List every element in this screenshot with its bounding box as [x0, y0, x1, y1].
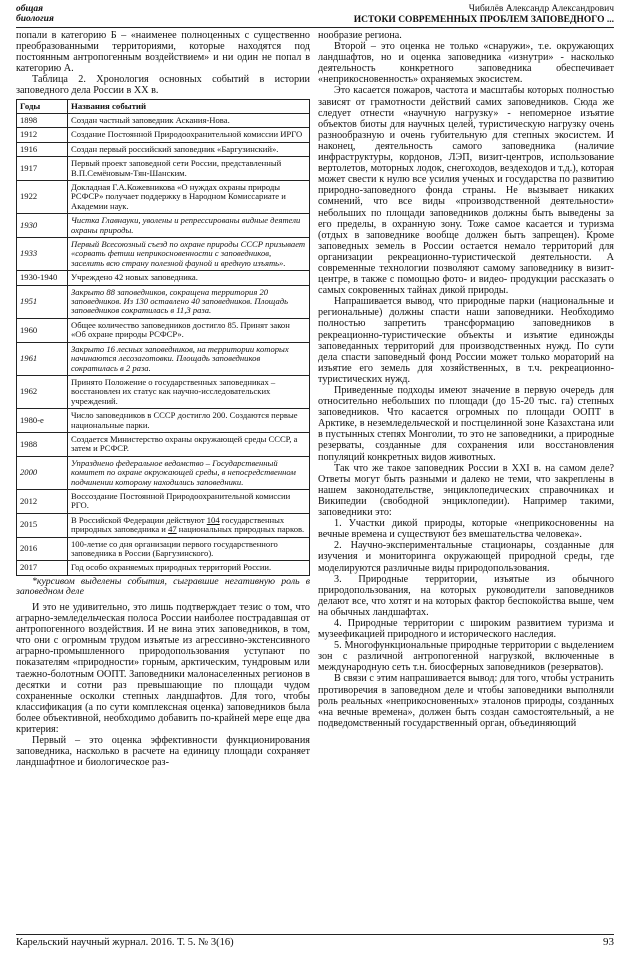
- year-cell: 1960: [17, 318, 68, 342]
- event-cell: Чистка Главнауки, уволены и репрессированы видные деятели охраны природы.: [68, 214, 310, 238]
- page-number: 93: [603, 936, 614, 948]
- running-footer: [16, 934, 614, 951]
- event-cell: Создание Постоянной Природоохранительной комиссии ИРГО: [68, 128, 310, 142]
- event-cell: Создан первый российский заповедник «Баргузинский».: [68, 142, 310, 156]
- body-paragraph: нообразие региона.: [318, 30, 402, 41]
- event-cell: Создан частный заповедник Аскания-Нова.: [68, 113, 310, 127]
- year-cell: 2000: [17, 456, 68, 489]
- body-paragraph: И это не удивительно, это лишь подтверждает тезис о том, что аграрно-земледельческая полоса России наиболее пострадавшая от антропогенного воздействия. И не вина этих заповедников, в том, что они с огромным трудом изъятые из агрессивно-экстенсивного аграрно-промышленного природопользования уступают по показателям «природности» горным, арктическим, тундровым или таежно-болотным ООПТ. Заповедники малонаселенных регионов в десятки и сотни раз превышающие по площади чудом сохраненные осколки степных ландшафтов. Для того, чтобы классификация (а по сути комплексная оценка) заповедников была более объективной, необходимо добавить по-крайней мере еще два критерия:: [16, 602, 310, 736]
- table-row: [17, 489, 310, 513]
- year-header: Годы: [17, 99, 68, 113]
- body-paragraph: В связи с этим напрашивается вывод: для того, чтобы устранить противоречия в заповедном деле и чтобы заповедники выполняли роль реальных «неприкосновенных» эталонов природы, созданных «на вечные времена», должен быть создан самостоятельный, а не подведомственный государственный орган, объединяющий: [318, 673, 614, 729]
- table-row: [17, 271, 310, 285]
- event-cell: Число заповедников в СССР достигло 200. Создаются первые национальные парки.: [68, 409, 310, 433]
- chronology-table: [16, 99, 310, 576]
- event-cell: Год особо охраняемых природных территорий России.: [68, 561, 310, 575]
- table-row: [17, 157, 310, 181]
- event-text: национальных природных парков.: [176, 524, 305, 535]
- list-item: 5. Многофункциональные природные территории с выделением зон с различной антропогенной нагрузкой, включенные в международную сеть т.н. биосферных заповедников (резерватов).: [318, 640, 614, 674]
- body-paragraph: Напрашивается вывод, что природные парки (национальные и региональные) должны спасти наши заповедники. Необходимо полностью запретить трансформацию заповедников в рекреационно-туристические объекты и изъятие единожды заповеданных территорий для производственных нужд. По сути дела спасти заповедный фонд России может только мораторий на изъятие его земель для хозяйственных, в т.ч. рекреационно-туристических нужд.: [318, 296, 614, 385]
- event-cell: [68, 513, 310, 537]
- table-caption: Таблица 2. Хронология основных событий в истории заповедного дела России в XX в.: [16, 74, 310, 97]
- year-cell: 1922: [17, 181, 68, 214]
- event-cell: Принято Положение о государственных заповедниках – восстановлен их статус как научно-исследовательских учреждений.: [68, 375, 310, 408]
- list-item: 4. Природные территории с широким развитием туризма и музеефикацией природного и исторического наследия.: [318, 617, 614, 641]
- table-row: [17, 318, 310, 342]
- table-row: [17, 113, 310, 127]
- journal-citation: Карельский научный журнал. 2016. Т. 5. № 3(16): [16, 937, 234, 948]
- table-row-negative: [17, 214, 310, 238]
- section-label: общая биология: [16, 4, 54, 24]
- body-paragraph: Это касается пожаров, частота и масштабы которых полностью зависят от грамотности действий самих заповедников. Сюда же следует отнести «научную нагрузку» - непомерное изъятие объектов биоты для научных целей, туристическую нагрузку очень разнообразную и очень губительную для степных экосистем. И наконец, деятельность самого заповедника (наличие инфраструктуры, кордонов, ЛЭП, визит-центров, использование вертолетов, моторных лодок, снегоходов, вездеходов и т.д.), которая может свести к нулю все усилия ученых и государства по развитию природно-заповедного фонда страны. Не вызывает никаких сомнений, что все виды «производственной деятельности» небольших по площади заповедников должны быть выведены за его пределы, в охранную зону. Тоже самое касается и туризма (отдых в заповеднике вообще должен быть запрещен). Кроме заповедных земель в России остается немало территорий для организации рекреационно-туристической деятельности. А современные технологии позволяют самому заповеднику в визит-центре, в также с помощью фото- и видео- продукции рассказать о самых сокровенных тайнах дикой природы.: [318, 85, 614, 297]
- table-row: [17, 142, 310, 156]
- event-cell: 100-летие со дня организации первого государственного заповедника в России (Баргузинского).: [68, 537, 310, 561]
- table-row-negative: [17, 456, 310, 489]
- table-row: [17, 537, 310, 561]
- year-cell: 2012: [17, 489, 68, 513]
- table-header-row: [17, 99, 310, 113]
- list-item: 2. Научно-экспериментальные стационары, созданные для изучения и мониторинга окружающей природной среды, где моделируются различные виды природопользования.: [318, 540, 614, 574]
- year-cell: 1988: [17, 432, 68, 456]
- year-cell: 2017: [17, 561, 68, 575]
- event-cell: Первый проект заповедной сети России, представленный В.П.Семёновым-Тян-Шанским.: [68, 157, 310, 181]
- event-cell: Учреждено 42 новых заповедника.: [68, 271, 310, 285]
- table-footnote: *курсивом выделены события, сыгравшие негативную роль в заповедном деле: [16, 575, 310, 598]
- intro-paragraph: попали в категорию Б – «наименее полноценных с существенно преобразованными территориями, которые находятся под постоянным антропогенным воздействием» и ни один не попал в категорию А.: [16, 30, 310, 75]
- year-cell: 1916: [17, 142, 68, 156]
- event-text: государственных природных заповедника и: [71, 514, 285, 535]
- event-cell: Первый Всесоюзный съезд по охране природы СССР призывает «сорвать фетиш неприкосновенности с заповедников, заселить всю страну полезной фауной и вредную изъять».: [68, 238, 310, 271]
- year-cell: 1980-е: [17, 409, 68, 433]
- year-cell: 1930-1940: [17, 271, 68, 285]
- author-name: Чибилёв Александр Александрович: [468, 4, 614, 14]
- year-cell: 2015: [17, 513, 68, 537]
- year-cell: 1912: [17, 128, 68, 142]
- table-row-negative: [17, 285, 310, 318]
- table-row: [17, 128, 310, 142]
- body-paragraph: Так что же такое заповедник России в XXI в. на самом деле? Ответы могут быть разными и далеко не теми, что закреплены в нашем законодательстве, энциклопедических справочниках и Википедии (свободной энциклопедии). Например такими, заповедники это:: [318, 462, 614, 519]
- year-cell: 1961: [17, 342, 68, 375]
- year-cell: 2016: [17, 537, 68, 561]
- event-cell: Общее количество заповедников достигло 85. Принят закон «Об охране природы РСФСР».: [68, 318, 310, 342]
- year-cell: 1962: [17, 375, 68, 408]
- list-item: 3. Природные территории, изъятые из обычного природопользования, на которых руководители заповедников делают все, что хотят и на которых фактор беспокойства выше, чем на обычных ландшафтах.: [318, 573, 614, 618]
- table-row: [17, 561, 310, 575]
- article-title: ИСТОКИ СОВРЕМЕННЫХ ПРОБЛЕМ ЗАПОВЕДНОГО ...: [353, 15, 614, 25]
- header-rule: [16, 27, 614, 28]
- event-cell: Закрыто 88 заповедников, сокращена территория 20 заповедников. Из 130 оставлено 40 заповедников. Площадь заповедников сократилась в 11,3 раза.: [68, 285, 310, 318]
- count-parks: 47: [168, 524, 177, 535]
- event-cell: Закрыто 16 лесных заповедников, на территории которых начинаются лесозаготовки. Площадь заповедников сократилась в 2 раза.: [68, 342, 310, 375]
- year-cell: 1930: [17, 214, 68, 238]
- body-paragraph: Приведенные подходы имеют значение в первую очередь для относительно небольших по площади (до 15-20 тыс. га) степных заповедников. Что касается огромных по площади ООПТ в Арктике, в неземледельческой и постцелинной зоне Казахстана или в пустынных степях Монголии, то это не заповедники, а природные резерваты, созданные для сохранения или восстановления популяций конкретных видов животных.: [318, 385, 614, 463]
- year-cell: 1951: [17, 285, 68, 318]
- table-row: [17, 181, 310, 214]
- year-cell: 1917: [17, 157, 68, 181]
- count-reserves: 104: [206, 514, 220, 525]
- event-text: В Российской Федерации действуют: [71, 514, 207, 525]
- list-item: 1. Участки дикой природы, которые «неприкосновенны на вечные времена и существуют без вмешательства человека».: [318, 518, 614, 541]
- left-column: [16, 30, 310, 768]
- table-row-negative: [17, 342, 310, 375]
- body-paragraph: Второй – это оценка не только «снаружи», т.е. окружающих ландшафтов, но и оценка заповедника «изнутри» - насколько деятельность конкретного заповедника обеспечивает «неприкосновенность» охраняемых экосистем.: [318, 41, 614, 86]
- event-cell: Создается Министерство охраны окружающей среды СССР, а затем и РСФСР.: [68, 432, 310, 456]
- running-header: [16, 4, 614, 26]
- table-row-negative: [17, 238, 310, 271]
- table-row: [17, 409, 310, 433]
- event-cell: Докладная Г.А.Кожевникова «О нуждах охраны природы РСФСР» получает поддержку в Народном Комиссариате и Академии наук.: [68, 181, 310, 214]
- body-paragraph: Первый – это оценка эффективности функционирования заповедника, насколько в расчете на единицу площади сохраняет ландшафтное и биологическое раз-: [16, 735, 310, 769]
- right-column: [318, 30, 614, 729]
- event-header: Названия событий: [68, 99, 310, 113]
- year-cell: 1898: [17, 113, 68, 127]
- event-cell: Упразднено федеральное ведомство – Государственный комитет по охране окружающей среды, в непосредственном подчинении которому находились заповедники.: [68, 456, 310, 489]
- year-cell: 1933: [17, 238, 68, 271]
- table-row: [17, 432, 310, 456]
- table-row: [17, 375, 310, 408]
- table-row: [17, 513, 310, 537]
- event-cell: Воссоздание Постоянной Природоохранительной комиссии РГО.: [68, 489, 310, 513]
